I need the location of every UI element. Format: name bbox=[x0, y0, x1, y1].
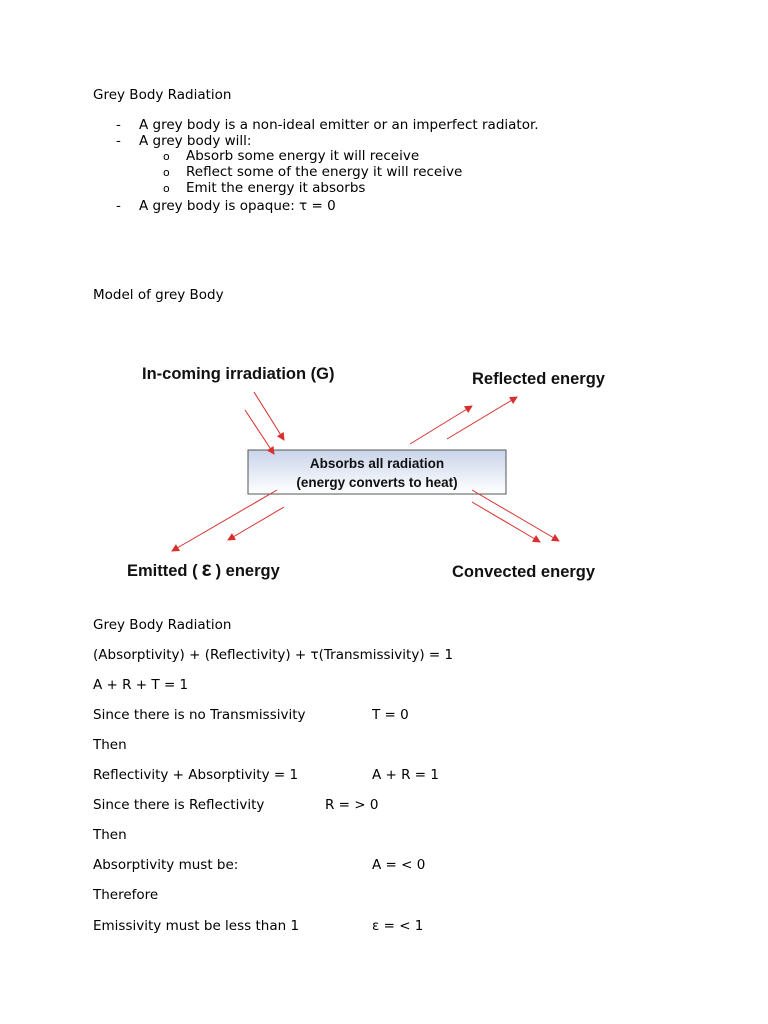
sub-bullet-item: Reflect some of the energy it will receive bbox=[186, 164, 463, 180]
sub-bullet-item: Emit the energy it absorbs bbox=[186, 180, 366, 196]
statement-right: R = > 0 bbox=[325, 797, 379, 813]
emitted-label: Emitted ( ε ) energy bbox=[127, 558, 280, 581]
statement-right: T = 0 bbox=[372, 707, 409, 723]
sub-bullet-item: Absorb some energy it will receive bbox=[186, 148, 420, 164]
statement-left: Since there is Reflectivity bbox=[93, 797, 265, 813]
statement-left: Reflectivity + Absorptivity = 1 bbox=[93, 767, 299, 783]
dash-marker: - bbox=[116, 117, 121, 133]
dash-marker: - bbox=[116, 133, 121, 149]
statement-then: Then bbox=[93, 827, 127, 843]
section-heading: Grey Body Radiation bbox=[93, 87, 232, 103]
statement-left: Since there is no Transmissivity bbox=[93, 707, 306, 723]
bullet-item: A grey body will: bbox=[139, 133, 252, 149]
dash-marker: - bbox=[116, 198, 121, 214]
convected-arrow bbox=[472, 502, 540, 542]
model-heading: Model of grey Body bbox=[93, 287, 224, 303]
grey-body-diagram bbox=[92, 330, 652, 600]
statement-right: A + R = 1 bbox=[372, 767, 439, 783]
box-line-1: Absorbs all radiation bbox=[309, 456, 445, 471]
section-heading: Grey Body Radiation bbox=[93, 617, 232, 633]
statement-right: A = < 0 bbox=[372, 857, 426, 873]
equation-line: (Absorptivity) + (Reflectivity) + τ(Transmissivity) = 1 bbox=[93, 647, 454, 663]
box-line-2: (energy converts to heat) bbox=[296, 475, 458, 490]
statement-then: Then bbox=[93, 737, 127, 753]
convected-label: Convected energy bbox=[452, 563, 596, 581]
statement-left: Emissivity must be less than 1 bbox=[93, 918, 300, 934]
sub-bullet-marker: o bbox=[163, 182, 170, 195]
bullet-item: A grey body is a non-ideal emitter or an imperfect radiator. bbox=[139, 117, 539, 133]
reflected-arrow bbox=[447, 397, 517, 439]
reflected-label: Reflected energy bbox=[472, 370, 605, 388]
reflected-arrow bbox=[410, 406, 472, 444]
incoming-label: In-coming irradiation (G) bbox=[142, 365, 335, 383]
bullet-item: A grey body is opaque: τ = 0 bbox=[139, 198, 336, 214]
statement-left: Absorptivity must be: bbox=[93, 857, 239, 873]
convected-arrow bbox=[472, 490, 559, 541]
sub-bullet-marker: o bbox=[163, 150, 170, 163]
statement-right: ε = < 1 bbox=[372, 918, 424, 934]
statement-therefore: Therefore bbox=[93, 887, 159, 903]
emitted-arrow bbox=[228, 507, 284, 540]
incoming-arrow bbox=[254, 392, 284, 440]
sub-bullet-marker: o bbox=[163, 166, 170, 179]
equation-line: A + R + T = 1 bbox=[93, 677, 189, 693]
